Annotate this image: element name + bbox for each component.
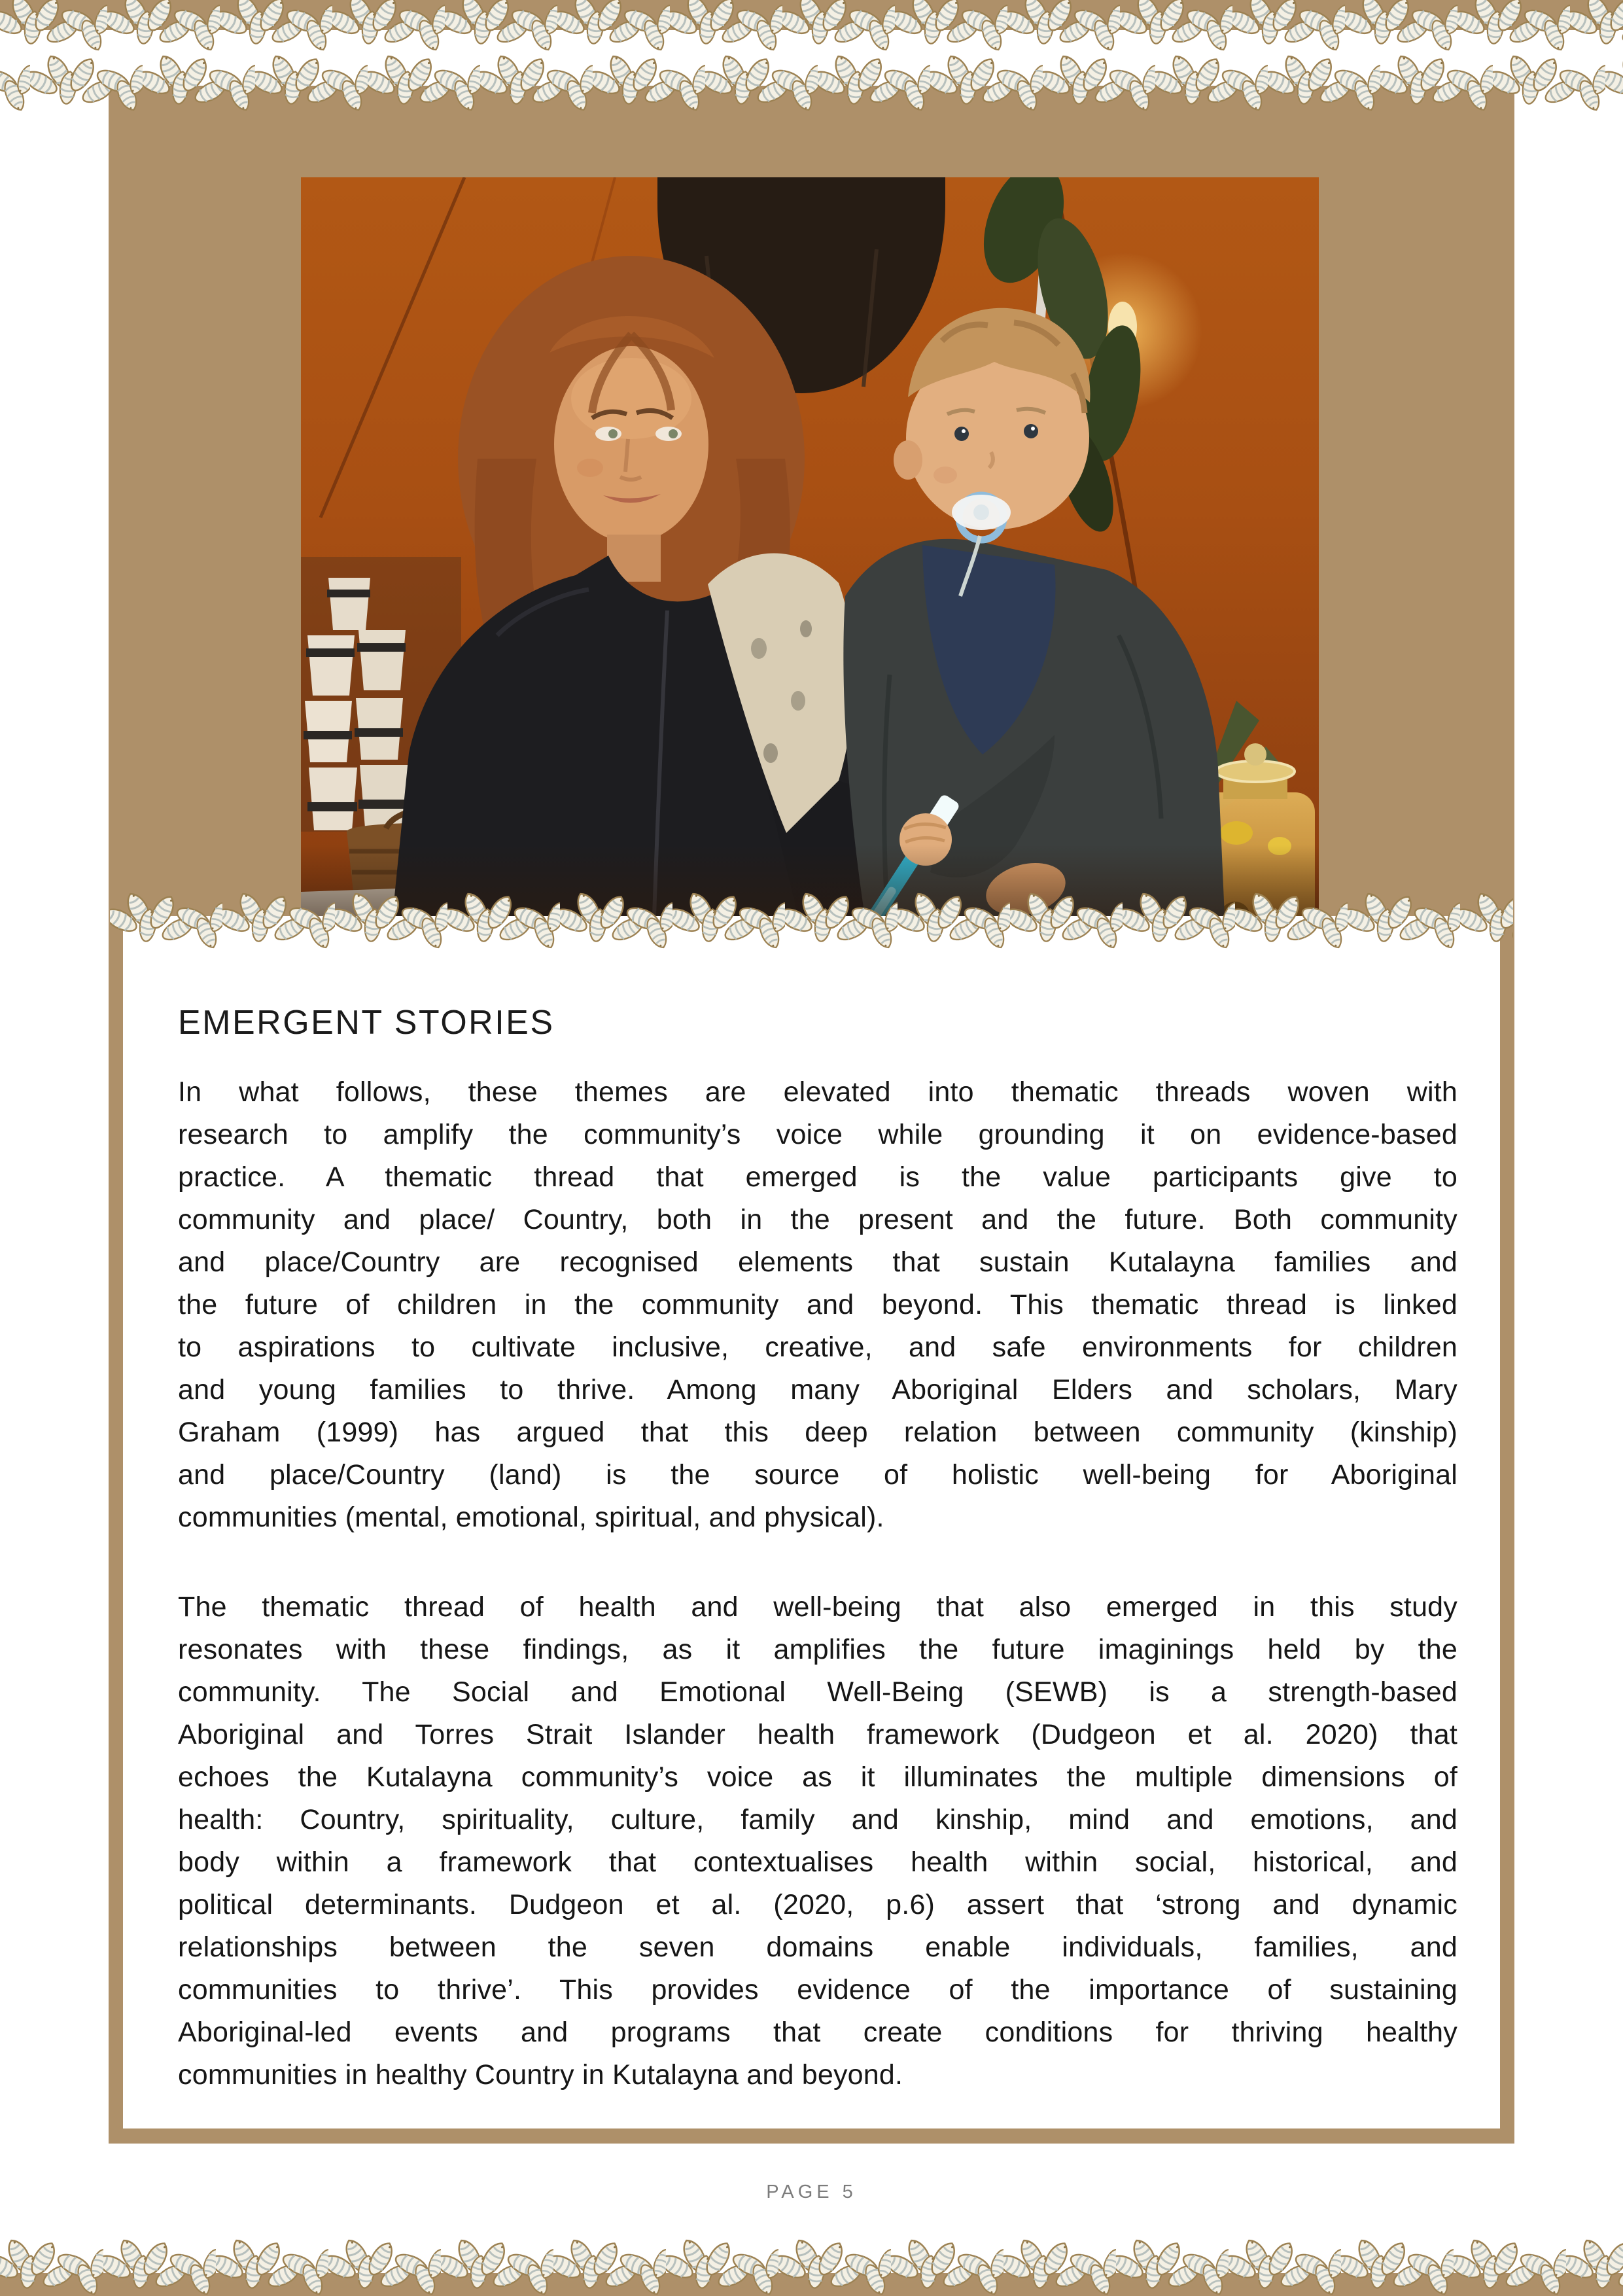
- text-line: community and place/ Country, both in the present and the future. Both community: [178, 1204, 1457, 1235]
- text-line: to aspirations to cultivate inclusive, creative, and safe environments for children: [178, 1332, 1457, 1363]
- text-line: and place/Country (land) is the source of holistic well-being for Aboriginal: [178, 1459, 1457, 1491]
- text-line: relationships between the seven domains enable individuals, families, and: [178, 1932, 1457, 1963]
- text-line: practice. A thematic thread that emerged is the value participants give to: [178, 1161, 1457, 1193]
- text-line: communities to thrive’. This provides evidence of the importance of sustaining: [178, 1974, 1457, 2005]
- text-line: resonates with these findings, as it amplifies the future imaginings held by the: [178, 1634, 1457, 1665]
- text-line: Graham (1999) has argued that this deep relation between community (kinship): [178, 1417, 1457, 1448]
- text-line: Aboriginal and Torres Strait Islander health framework (Dudgeon et al. 2020) that: [178, 1719, 1457, 1750]
- text-line: health: Country, spirituality, culture, family and kinship, mind and emotions, and: [178, 1804, 1457, 1835]
- text-line: body within a framework that contextualises health within social, historical, and: [178, 1846, 1457, 1878]
- text-line: community. The Social and Emotional Well-Being (SEWB) is a strength-based: [178, 1676, 1457, 1708]
- text-line: and place/Country are recognised elements that sustain Kutalayna families and: [178, 1246, 1457, 1278]
- page-number-label: PAGE 5: [766, 2181, 857, 2202]
- text-line: echoes the Kutalayna community’s voice as it illuminates the multiple dimensions of: [178, 1761, 1457, 1793]
- paragraph-emergent-stories-1: [178, 1071, 1457, 1539]
- text-line: communities (mental, emotional, spiritual, and physical).: [178, 1502, 884, 1533]
- paragraph-emergent-stories-2: [178, 1586, 1457, 2096]
- text-line: the future of children in the community and beyond. This thematic thread is linked: [178, 1289, 1457, 1320]
- text-line: In what follows, these themes are elevated into thematic threads woven with: [178, 1076, 1457, 1108]
- text-line: The thematic thread of health and well-being that also emerged in this study: [178, 1591, 1457, 1623]
- text-line: political determinants. Dudgeon et al. (2020, p.6) assert that ‘strong and dynamic: [178, 1889, 1457, 1920]
- text-line: research to amplify the community’s voice while grounding it on evidence-based: [178, 1119, 1457, 1150]
- text-line: communities in healthy Country in Kutalayna and beyond.: [178, 2059, 903, 2091]
- section-heading: EMERGENT STORIES: [178, 1004, 555, 1042]
- text-line: Aboriginal-led events and programs that create conditions for thriving healthy: [178, 2017, 1457, 2048]
- text-line: and young families to thrive. Among many Aboriginal Elders and scholars, Mary: [178, 1374, 1457, 1405]
